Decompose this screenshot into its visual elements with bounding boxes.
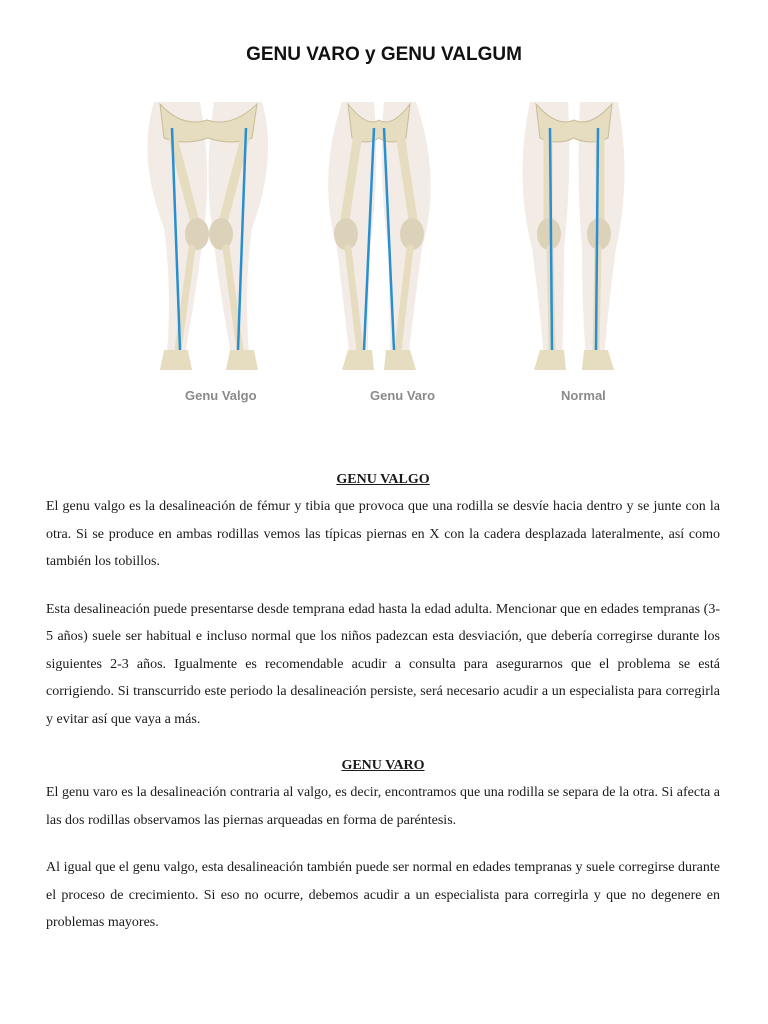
page-title: GENU VARO y GENU VALGUM <box>246 44 522 65</box>
caption-normal: Normal <box>561 388 606 403</box>
section-genu-varo <box>46 756 720 937</box>
section-heading-genu-valgo: GENU VALGO <box>336 472 430 487</box>
leg-alignment-illustration <box>112 98 660 410</box>
paragraph-varo-1: El genu varo es la desalineación contraria al valgo, es decir, encontramos que una rodilla se separa de la otra. Si afecta a las dos rodillas observamos las piernas arqueadas en forma de paréntesis. <box>46 785 720 828</box>
section-heading-genu-varo: GENU VARO <box>341 758 425 773</box>
caption-genu-valgo: Genu Valgo <box>185 388 257 403</box>
caption-genu-varo: Genu Varo <box>370 388 436 403</box>
paragraph-valgo-2: Esta desalineación puede presentarse desde temprana edad hasta la edad adulta. Mencionar que en edades tempranas (3-5 años) suele ser habitual e incluso normal que los niños padezcan esta desviación, que debería corregirse durante los siguientes 2-3 años. Igualmente es recomendable acudir a consulta para asegurarnos que el problema se está corrigiendo. Si transcurrido este periodo la desalineación persiste, será necesario acudir a un especialista para corregirla y evitar así que vaya a más. <box>46 601 720 727</box>
paragraph-valgo-1: El genu valgo es la desalineación de fémur y tibia que provoca que una rodilla se desvíe hacia dentro y se junte con la otra. Si se produce en ambas rodillas vemos las típicas piernas en X con la cadera desplazada lateralmente, así como también los tobillos. <box>46 499 720 569</box>
genu-valgo-panel <box>147 102 268 403</box>
section-genu-valgo <box>46 470 720 733</box>
genu-varo-panel <box>328 102 435 403</box>
paragraph-varo-2: Al igual que el genu valgo, esta desalineación también puede ser normal en edades tempranas y suele corregirse durante el proceso de crecimiento. Si eso no ocurre, debemos acudir a un especialista para corregirla y que no degenere en problemas mayores. <box>46 860 720 930</box>
normal-panel <box>522 102 624 403</box>
